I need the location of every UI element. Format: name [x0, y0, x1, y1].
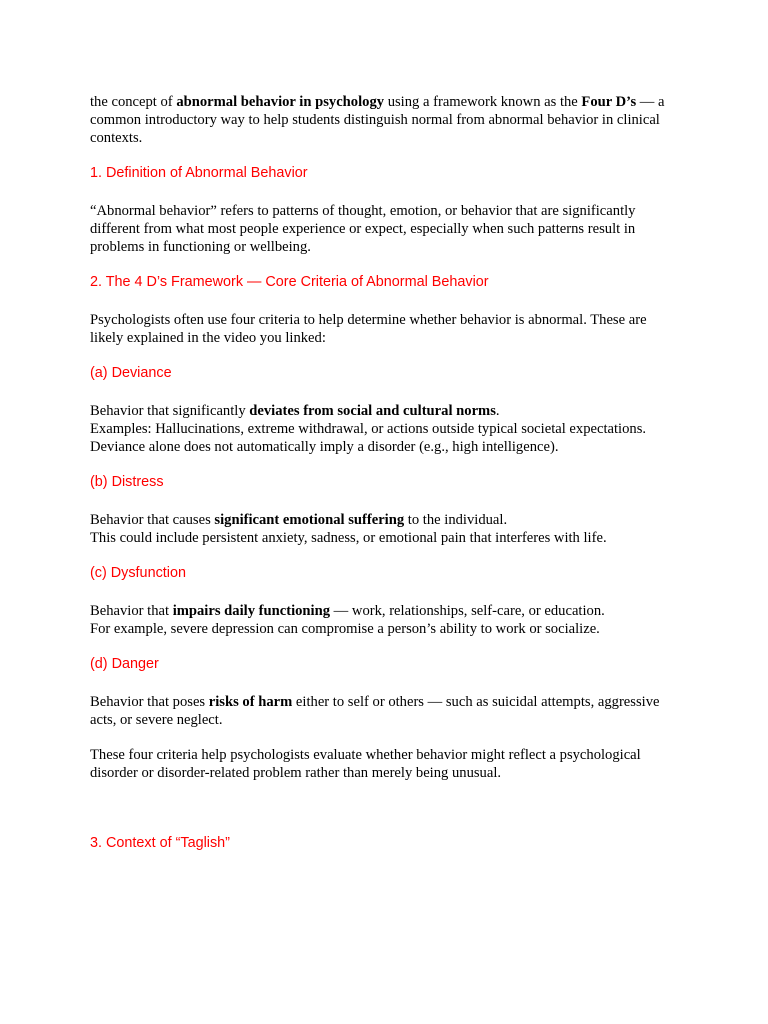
intro-text-2: using a framework known as the	[384, 94, 582, 110]
danger-text-2: either to self or others — such as suicidal attempts, aggressive acts, or severe neglect.	[90, 694, 660, 728]
distress-note: This could include persistent anxiety, sadness, or emotional pain that interferes with life.	[90, 530, 607, 546]
deviance-text-1: Behavior that significantly	[90, 403, 250, 419]
deviance-examples: Examples: Hallucinations, extreme withdrawal, or actions outside typical societal expectations.	[90, 421, 647, 437]
distress-heading: (b) Distress	[90, 474, 164, 490]
document-body	[90, 93, 682, 852]
summary-paragraph: These four criteria help psychologists evaluate whether behavior might reflect a psychological disorder or disorder-related problem rather than merely being unusual.	[90, 747, 641, 781]
dysfunction-note: For example, severe depression can compromise a person’s ability to work or socialize.	[90, 621, 600, 637]
dysfunction-heading: (c) Dysfunction	[90, 565, 186, 581]
dysfunction-text-2: — work, relationships, self-care, or education.	[330, 603, 605, 619]
intro-text-1: the concept of	[90, 94, 177, 110]
dysfunction-bold: impairs daily functioning	[172, 603, 331, 619]
section2-paragraph: Psychologists often use four criteria to help determine whether behavior is abnormal. These are likely explained in the video you linked:	[90, 312, 647, 346]
dysfunction-text-1: Behavior that	[90, 603, 173, 619]
distress-bold: significant emotional suffering	[214, 512, 405, 528]
deviance-note: Deviance alone does not automatically imply a disorder (e.g., high intelligence).	[90, 439, 559, 455]
distress-text-2: to the individual.	[404, 512, 508, 528]
danger-heading: (d) Danger	[90, 656, 159, 672]
deviance-heading: (a) Deviance	[90, 365, 172, 381]
distress-paragraph	[90, 511, 682, 547]
dysfunction-paragraph	[90, 602, 682, 638]
danger-paragraph	[90, 693, 682, 729]
deviance-bold: deviates from social and cultural norms	[249, 403, 496, 419]
deviance-paragraph	[90, 402, 682, 456]
intro-paragraph	[90, 93, 682, 147]
intro-bold-2: Four D’s	[581, 94, 637, 110]
intro-bold-1: abnormal behavior in psychology	[176, 94, 385, 110]
section3-heading: 3. Context of “Taglish”	[90, 835, 230, 851]
danger-bold: risks of harm	[208, 694, 293, 710]
deviance-text-2: .	[495, 403, 500, 419]
section2-heading: 2. The 4 D’s Framework — Core Criteria of Abnormal Behavior	[90, 274, 489, 290]
distress-text-1: Behavior that causes	[90, 512, 215, 528]
danger-text-1: Behavior that poses	[90, 694, 209, 710]
intro-text-3: — a common introductory way to help students distinguish normal from abnormal behavior in clinical contexts.	[90, 94, 665, 146]
section1-paragraph: “Abnormal behavior” refers to patterns of thought, emotion, or behavior that are significantly different from what most people experience or expect, especially when such patterns result in problems in functioning or wellbeing.	[90, 203, 636, 255]
section1-heading: 1. Definition of Abnormal Behavior	[90, 165, 308, 181]
